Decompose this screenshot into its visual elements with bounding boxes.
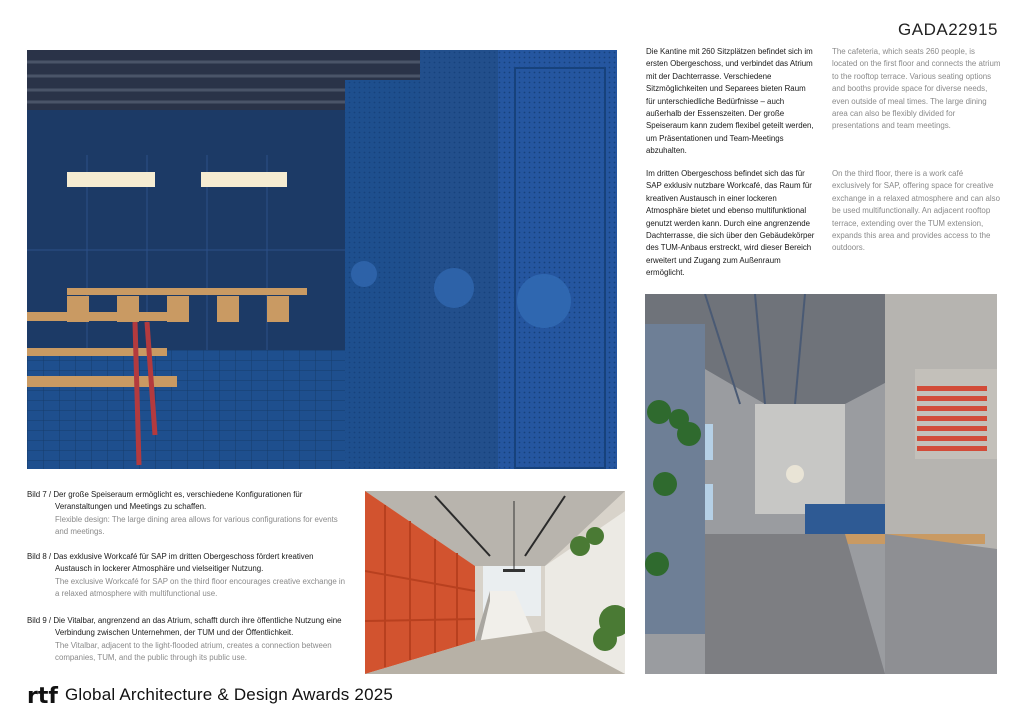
award-title: Global Architecture & Design Awards 2025: [65, 685, 394, 704]
photo-dining-area: [27, 50, 617, 469]
caption-bild-9: [27, 615, 347, 665]
caption-en: The Vitalbar, adjacent to the light-flooded atrium, creates a connection between companies, TUM, and the public through its public use.: [55, 640, 332, 663]
photo-workcafe: [645, 294, 997, 674]
text-de-cafeteria: Die Kantine mit 260 Sitzplätzen befindet sich im ersten Obergeschoss, und verbindet das Atrium mit der Dachterrasse. Verschiedene Sitzmöglichkeiten und Separees bieten Raum für unterschiedliche Bedürfnisse – auch außerhalb der Essenszeiten. Der große Speiseraum kann zudem flexibel geteilt werden, um Präsentationen und Team-Meetings abzuhalten.: [646, 47, 814, 156]
footer: [27, 683, 393, 707]
text-en-workcafe: On the third floor, there is a work café exclusively for SAP, offering space for creative exchange in a relaxed atmosphere and can also be used multifunctionally. An adjacent rooftop terrace, extending over the TUM extension, expands this area and provides access to the outdoors.: [832, 169, 1001, 253]
caption-en: The exclusive Workcafé for SAP on the third floor encourages creative exchange in a relaxed atmosphere with multifunctional use.: [55, 576, 346, 599]
caption-de: Bild 7 / Der große Speiseraum ermöglicht es, verschiedene Konfigurationen für Veranstaltungen und Meetings zu schaffen.: [27, 490, 303, 512]
caption-bild-8: [27, 551, 347, 601]
svg-text:rtf: rtf: [27, 684, 58, 707]
text-de-workcafe: Im dritten Obergeschoss befindet sich das für SAP exklusiv nutzbare Workcafé, das Raum für kreativen Austausch in einer lockeren Atmosphäre bietet und ebenso multifunktional genutzt werden kann. Durch eine angrenzende Dachterrasse, die sich über den Gebäudekörper des TUM-Anbaus erstreckt, wird dieser Bereich erweitert und Zugang zum Außenraum ermöglicht.: [646, 169, 815, 278]
text-en-cafeteria: The cafeteria, which seats 260 people, is located on the first floor and connects the atrium to the rooftop terrace. Various seating options and booths provide space for diverse needs, even outside of meal times. The large dining area can also be flexibly divided for presentations and team meetings.: [832, 47, 1001, 131]
caption-de: Bild 9 / Die Vitalbar, angrenzend an das Atrium, schafft durch ihre öffentliche Nutzung eine Verbindung zwischen Unternehmen, der TUM und der Öffentlichkeit.: [27, 616, 342, 638]
project-code: GADA22915: [898, 20, 998, 39]
caption-en: Flexible design: The large dining area allows for various configurations for events and meetings.: [55, 514, 338, 537]
caption-de: Bild 8 / Das exklusive Workcafé für SAP im dritten Obergeschoss fördert kreativen Austausch in lockerer Atmosphäre und vielseitiger Nutzung.: [27, 552, 314, 574]
photo-vitalbar: [365, 491, 625, 674]
rtf-logo-icon: [27, 683, 59, 707]
caption-bild-7: [27, 489, 347, 539]
